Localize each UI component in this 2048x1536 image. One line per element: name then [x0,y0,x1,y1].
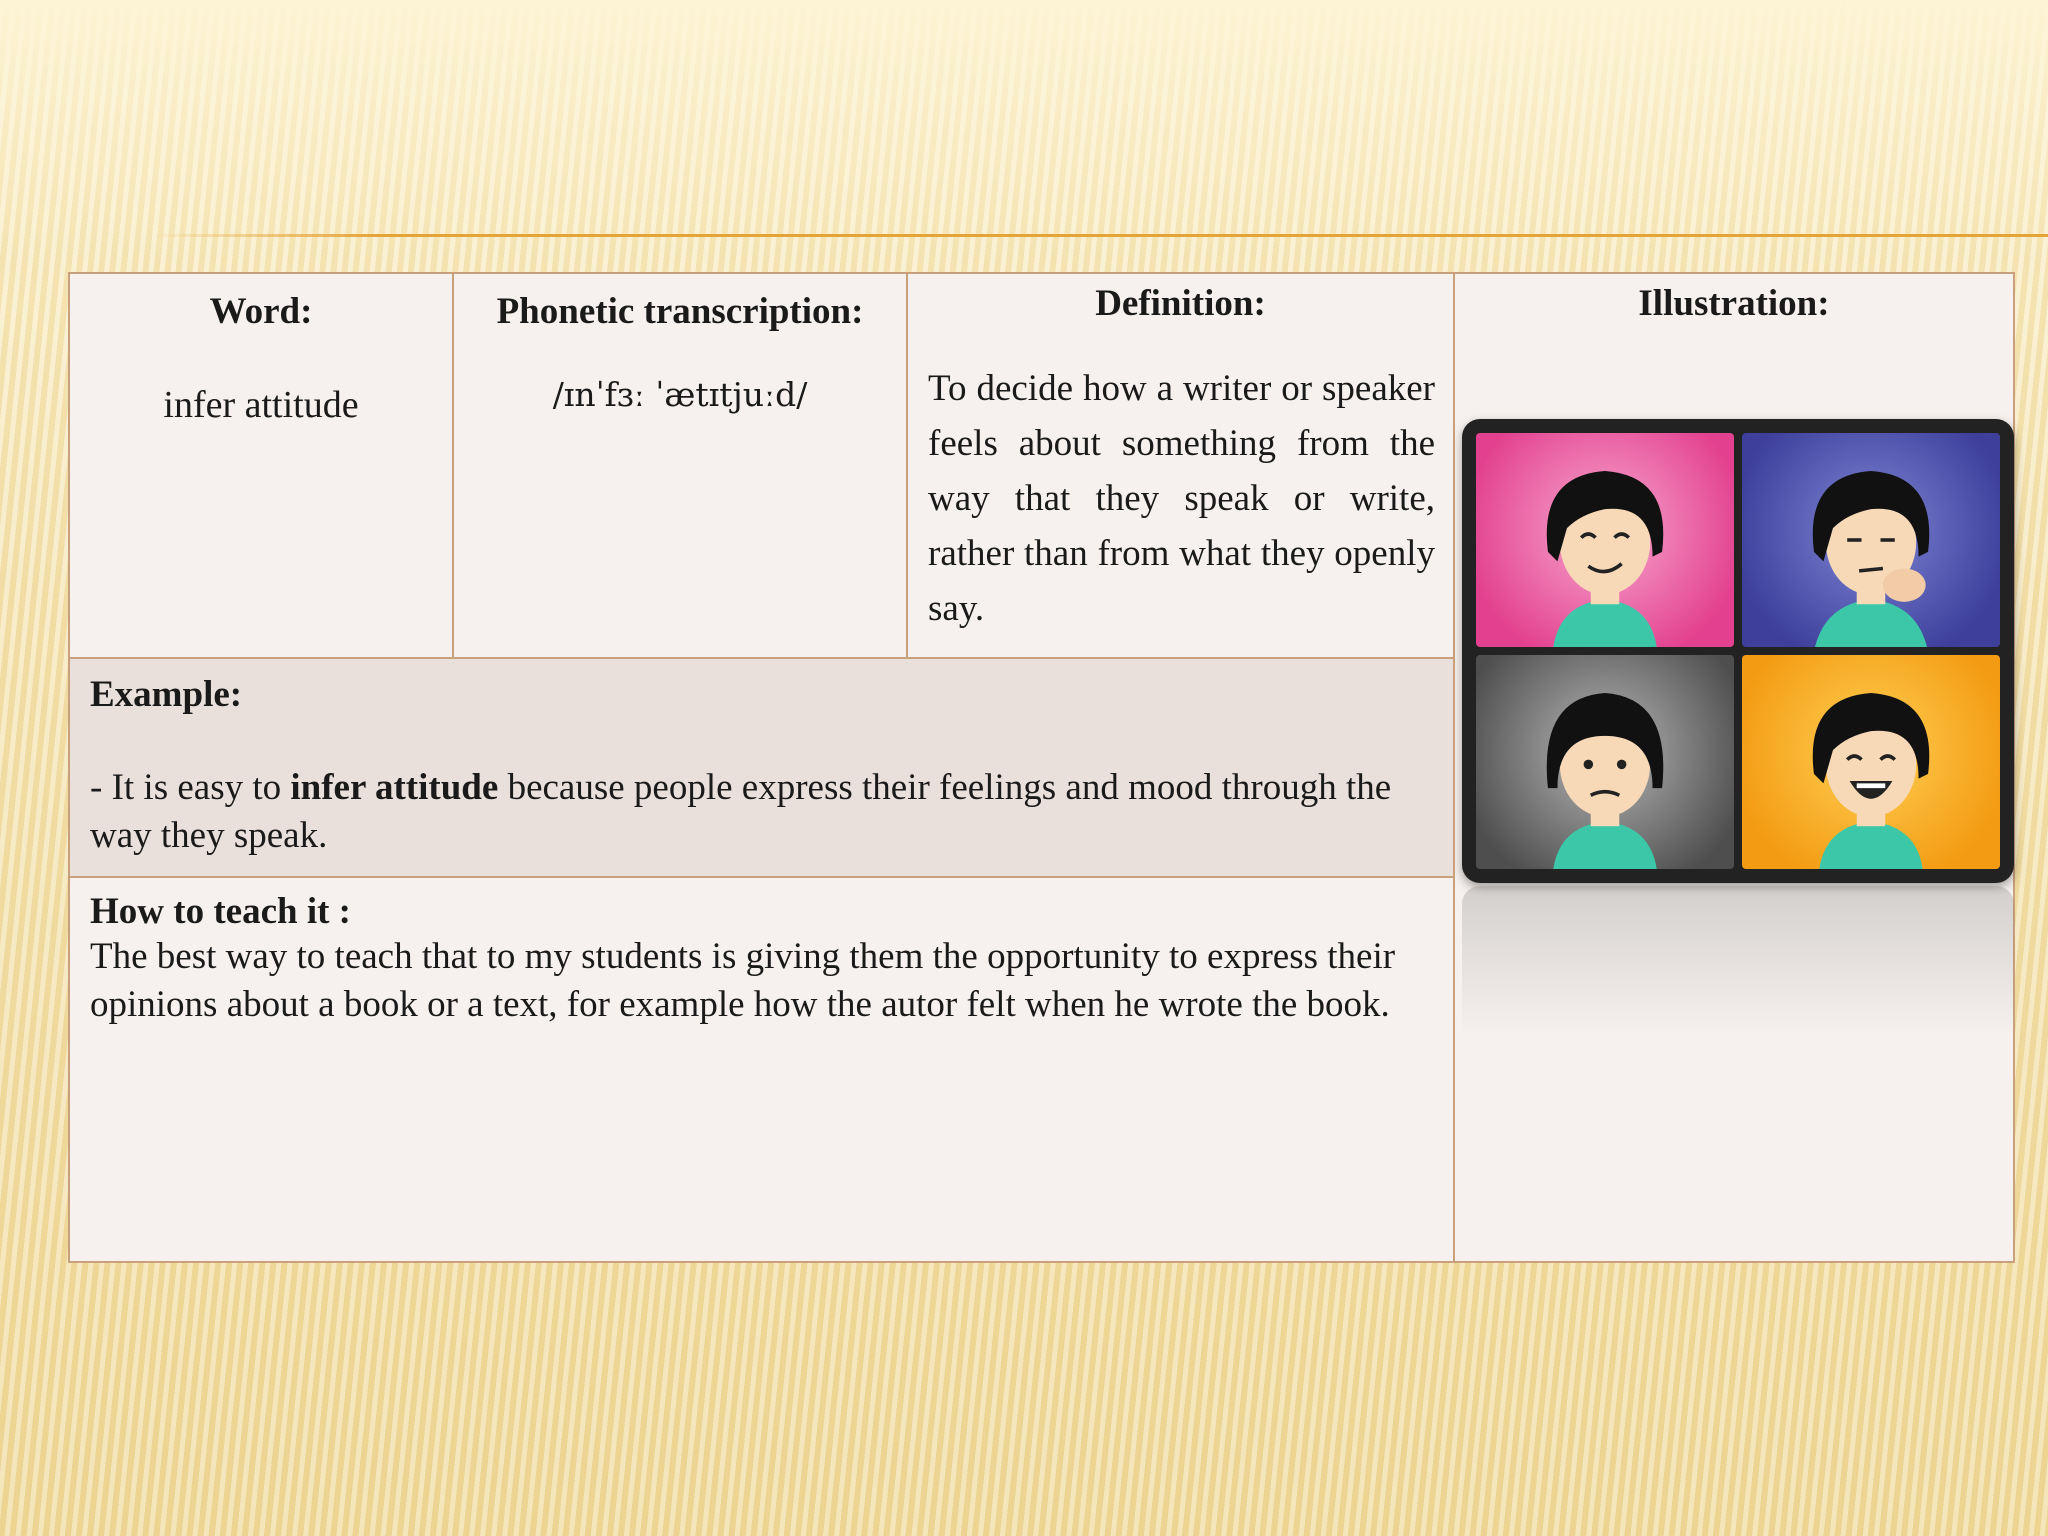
happy-face-icon [1476,433,1734,647]
phonetic-header: Phonetic transcription: [496,291,864,332]
sad-face-panel [1476,655,1734,869]
example-text-bold: infer attitude [290,767,499,808]
laughing-face-icon [1742,655,2000,869]
example-header: Example: [90,674,243,715]
example-text-prefix: - It is easy to [90,767,291,808]
definition-text: To decide how a writer or speaker feels about something from the way that they speak or write, rather than from what they openly say. [928,368,1435,629]
word-header: Word: [209,291,313,332]
bored-face-panel [1742,433,2000,647]
illustration-cell [1455,274,2013,1261]
example-cell [70,659,1455,878]
example-text-suffix: because people express their feelings and mood through the way they speak. [90,767,1392,856]
sad-face-icon [1476,655,1734,869]
definition-cell [908,274,1455,659]
word-cell [70,274,454,659]
how-to-teach-cell [70,878,1455,1261]
accent-rule [150,234,2048,237]
phonetic-value: /ɪnˈfɜː ˈætɪtjuːd/ [552,375,808,414]
word-value: infer attitude [163,384,359,426]
laughing-face-panel [1742,655,2000,869]
illustration-header: Illustration: [1638,283,1830,324]
happy-face-panel [1476,433,1734,647]
how-to-teach-text: The best way to teach that to my students is giving them the opportunity to express their opinions about a book or a text, for example how the autor felt when he wrote the book. [90,936,1396,1025]
how-to-teach-header: How to teach it : [90,891,351,932]
phonetic-cell [454,274,908,659]
four-faces-illustration [1462,419,2014,883]
definition-header: Definition: [1095,283,1266,324]
illustration-reflection [1462,886,2014,1036]
vocabulary-table [68,272,2015,1263]
bored-face-icon [1742,433,2000,647]
example-text [90,764,1433,860]
